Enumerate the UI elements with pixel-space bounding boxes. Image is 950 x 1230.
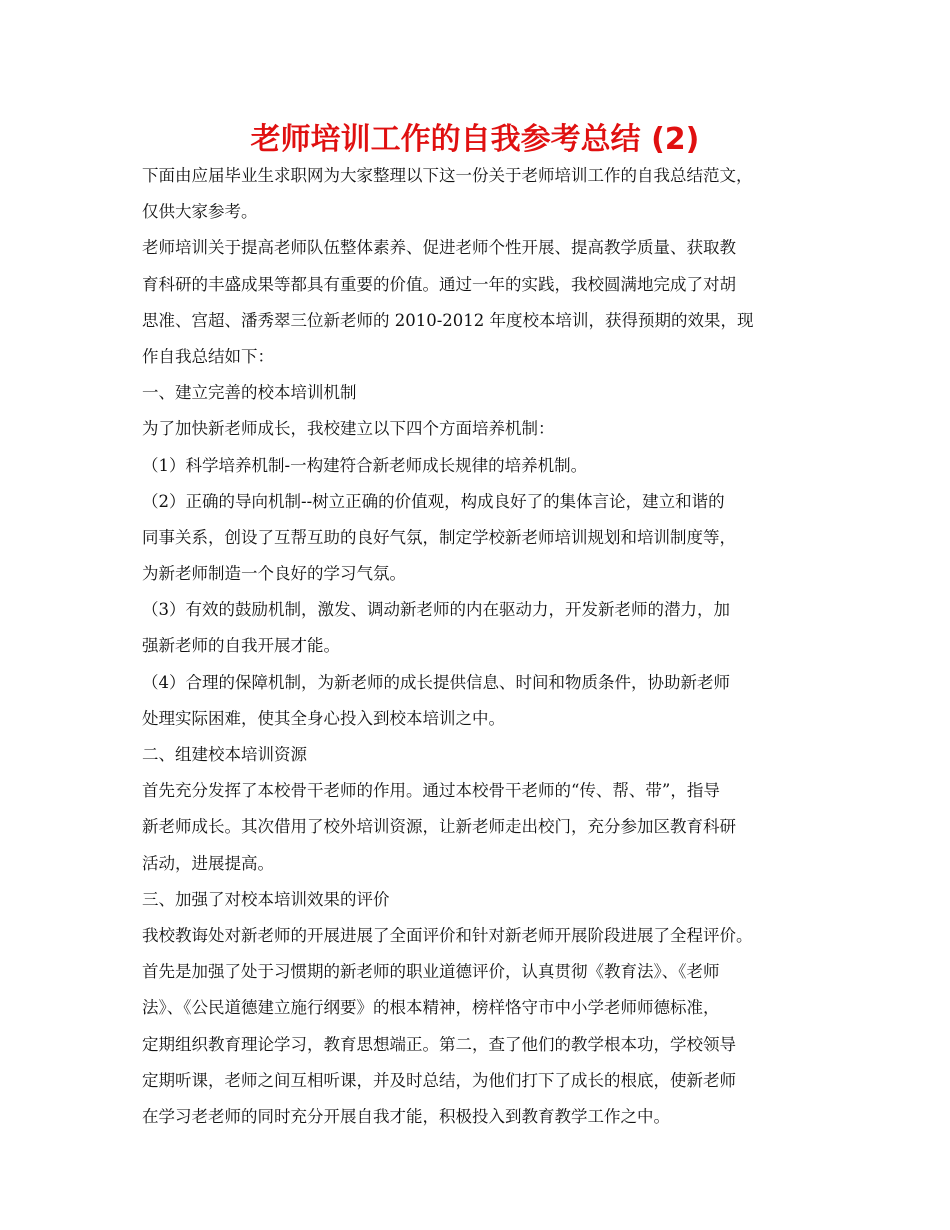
paragraph-line: （2）正确的导向机制--树立正确的价值观，构成良好了的集体言论，建立和谐的 [142, 491, 725, 511]
paragraph-line: 首先充分发挥了本校骨干老师的作用。通过本校骨干老师的“传、帮、带”，指导 [142, 781, 720, 801]
document-title: 老师培训工作的自我参考总结 (2) [250, 122, 700, 157]
paragraph-line: 首先是加强了处于习惯期的新老师的职业道德评价，认真贯彻《教育法》、《老师 [142, 962, 720, 982]
paragraph-line: 法》、《公民道德建立施行纲要》的根本精神，榜样恪守市中小学老师师德标准， [142, 998, 720, 1018]
paragraph-line: （1）科学培养机制-一构建符合新老师成长规律的培养机制。 [142, 455, 588, 475]
paragraph-line: 新老师成长。其次借用了校外培训资源，让新老师走出校门，充分参加区教育科研 [142, 817, 736, 837]
document-body [142, 158, 822, 1135]
paragraph-line: 处理实际困难，使其全身心投入到校本培训之中。 [142, 708, 505, 728]
paragraph-line: 仅供大家参考。 [142, 202, 258, 222]
paragraph-line: 我校教诲处对新老师的开展进展了全面评价和针对新老师开展阶段进展了全程评价。 [142, 925, 753, 945]
paragraph-line: （3）有效的鼓励机制，激发、调动新老师的内在驱动力，开发新老师的潜力，加 [142, 600, 730, 620]
paragraph-line: 定期听课，老师之间互相听课，并及时总结，为他们打下了成长的根底，使新老师 [142, 1070, 736, 1090]
paragraph-line: 为了加快新老师成长，我校建立以下四个方面培养机制： [142, 419, 555, 439]
paragraph-line: 在学习老老师的同时充分开展自我才能，积极投入到教育教学工作之中。 [142, 1106, 670, 1126]
paragraph-line: 二、组建校本培训资源 [142, 745, 307, 764]
paragraph-line: 定期组织教育理论学习，教育思想端正。第二，查了他们的教学根本功，学校领导 [142, 1034, 736, 1054]
paragraph-line: 育科研的丰盛成果等都具有重要的价值。通过一年的实践，我校圆满地完成了对胡 [142, 274, 736, 294]
paragraph-line: 一、建立完善的校本培训机制 [142, 383, 357, 403]
paragraph-line: 活动，进展提高。 [142, 853, 274, 873]
paragraph-line: 下面由应届毕业生求职网为大家整理以下这一份关于老师培训工作的自我总结范文， [142, 166, 753, 185]
paragraph-line: 同事关系，创设了互帮互助的良好气氛，制定学校新老师培训规划和培训制度等， [142, 527, 736, 547]
paragraph-line: 为新老师制造一个良好的学习气氛。 [142, 564, 406, 584]
paragraph-line: （4）合理的保障机制，为新老师的成长提供信息、时间和物质条件，协助新老师 [142, 672, 730, 692]
paragraph-line: 作自我总结如下： [142, 346, 274, 366]
paragraph-line: 强新老师的自我开展才能。 [142, 636, 340, 656]
paragraph-line: 思准、宫超、潘秀翠三位新老师的 2010-2012 年度校本培训，获得预期的效果，现 [142, 310, 754, 330]
paragraph-line: 老师培训关于提高老师队伍整体素养、促进老师个性开展、提高教学质量、获取教 [142, 238, 736, 258]
paragraph-line: 三、加强了对校本培训效果的评价 [142, 889, 390, 909]
